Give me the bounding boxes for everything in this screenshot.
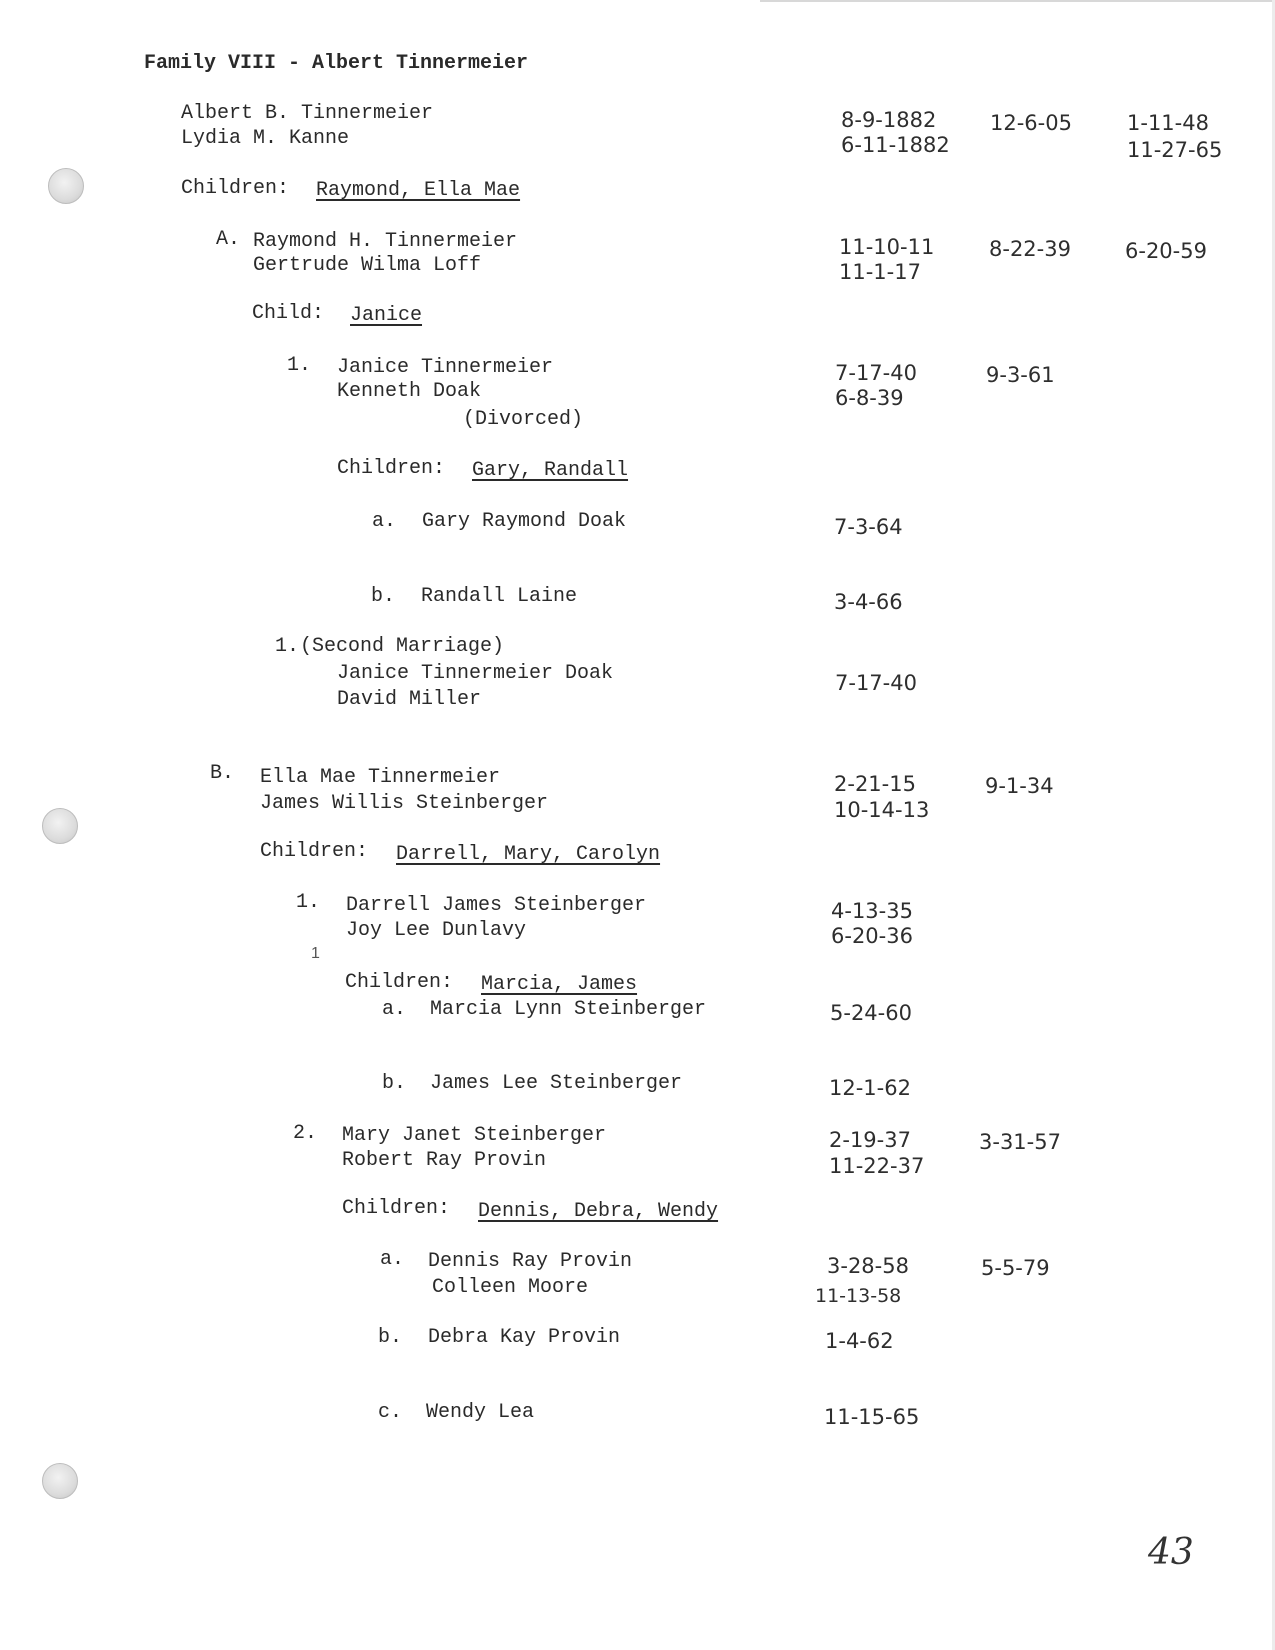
entry-label: a. — [380, 1248, 405, 1271]
children-names: Gary, Randall — [472, 459, 629, 482]
entry-label: 1. — [275, 635, 300, 658]
birth-date: 7-17-40 — [835, 671, 917, 695]
children-label: Children: — [342, 1197, 451, 1220]
person-name: James Lee Steinberger — [430, 1072, 683, 1095]
birth-date: 10-14-13 — [834, 798, 930, 822]
binder-hole-middle — [42, 808, 78, 844]
children-label: Children: — [181, 177, 290, 200]
birth-date: 11-15-65 — [824, 1405, 920, 1429]
birth-date: 1-4-62 — [825, 1329, 894, 1353]
person-name: Darrell James Steinberger — [346, 894, 647, 917]
death-date: 11-27-65 — [1127, 138, 1223, 162]
birth-date: 3-28-58 — [827, 1254, 909, 1278]
person-name: James Willis Steinberger — [260, 792, 549, 815]
marriage-date: 12-6-05 — [990, 111, 1072, 135]
birth-date: 7-3-64 — [834, 515, 903, 539]
birth-date: 11-10-11 — [839, 235, 935, 259]
marriage-date: 5-5-79 — [981, 1256, 1050, 1280]
marriage-date: 9-3-61 — [986, 363, 1055, 387]
birth-date: 2-21-15 — [834, 772, 916, 796]
children-names: Janice — [350, 304, 423, 327]
children-names: Dennis, Debra, Wendy — [478, 1200, 719, 1223]
birth-date: 11-13-58 — [815, 1285, 902, 1307]
children-label: Child: — [252, 302, 325, 325]
page-number: 43 — [1148, 1532, 1194, 1573]
person-name: Gertrude Wilma Loff — [253, 254, 482, 277]
death-date: 1-11-48 — [1127, 111, 1209, 135]
birth-date: 6-20-36 — [831, 924, 913, 948]
entry-label: b. — [382, 1072, 407, 1095]
stray-mark: 1 — [311, 945, 320, 962]
marriage-note: (Second Marriage) — [300, 635, 505, 658]
death-date: 6-20-59 — [1125, 239, 1207, 263]
birth-date: 12-1-62 — [829, 1076, 911, 1100]
person-name: David Miller — [337, 688, 482, 711]
person-name: Wendy Lea — [426, 1401, 535, 1424]
person-name: Mary Janet Steinberger — [342, 1124, 607, 1147]
birth-date: 2-19-37 — [829, 1128, 911, 1152]
children-label: Children: — [345, 971, 454, 994]
person-name: Joy Lee Dunlavy — [346, 919, 527, 942]
birth-date: 11-1-17 — [839, 260, 921, 284]
children-names: Marcia, James — [481, 973, 638, 996]
page-title: Family VIII - Albert Tinnermeier — [144, 52, 529, 75]
entry-label: c. — [378, 1401, 403, 1424]
birth-date: 6-11-1882 — [841, 133, 950, 157]
person-name: Kenneth Doak — [337, 380, 482, 403]
entry-label: b. — [378, 1326, 403, 1349]
person-name: Janice Tinnermeier Doak — [337, 662, 614, 685]
birth-date: 3-4-66 — [834, 590, 903, 614]
person-name: Janice Tinnermeier — [337, 356, 554, 379]
marriage-date: 3-31-57 — [979, 1130, 1061, 1154]
entry-label: B. — [210, 762, 235, 785]
person-name: Debra Kay Provin — [428, 1326, 621, 1349]
person-name: Albert B. Tinnermeier — [181, 102, 434, 125]
children-label: Children: — [337, 457, 446, 480]
entry-label: b. — [371, 585, 396, 608]
binder-hole-bottom — [42, 1463, 78, 1499]
person-name: Ella Mae Tinnermeier — [260, 766, 501, 789]
birth-date: 11-22-37 — [829, 1154, 925, 1178]
person-name: Randall Laine — [421, 585, 578, 608]
person-name: Robert Ray Provin — [342, 1149, 547, 1172]
birth-date: 7-17-40 — [835, 361, 917, 385]
marriage-date: 8-22-39 — [989, 237, 1071, 261]
page-edge-shadow — [760, 0, 1275, 2]
entry-label: 1. — [287, 354, 312, 377]
children-label: Children: — [260, 840, 369, 863]
birth-date: 6-8-39 — [835, 386, 904, 410]
binder-hole-top — [48, 168, 84, 204]
entry-label: 2. — [293, 1122, 318, 1145]
person-name: Raymond H. Tinnermeier — [253, 230, 518, 253]
birth-date: 8-9-1882 — [841, 108, 937, 132]
entry-label: A. — [216, 228, 241, 251]
children-names: Raymond, Ella Mae — [316, 179, 521, 202]
person-name: Marcia Lynn Steinberger — [430, 998, 707, 1021]
entry-label: a. — [382, 998, 407, 1021]
person-name: Lydia M. Kanne — [181, 127, 350, 150]
entry-label: 1. — [296, 891, 321, 914]
birth-date: 5-24-60 — [830, 1001, 912, 1025]
person-name: Gary Raymond Doak — [422, 510, 627, 533]
divorced-note: (Divorced) — [463, 408, 584, 431]
person-name: Dennis Ray Provin — [428, 1250, 633, 1273]
birth-date: 4-13-35 — [831, 899, 913, 923]
children-names: Darrell, Mary, Carolyn — [396, 843, 661, 866]
person-name: Colleen Moore — [432, 1276, 589, 1299]
marriage-date: 9-1-34 — [985, 774, 1054, 798]
entry-label: a. — [372, 510, 397, 533]
